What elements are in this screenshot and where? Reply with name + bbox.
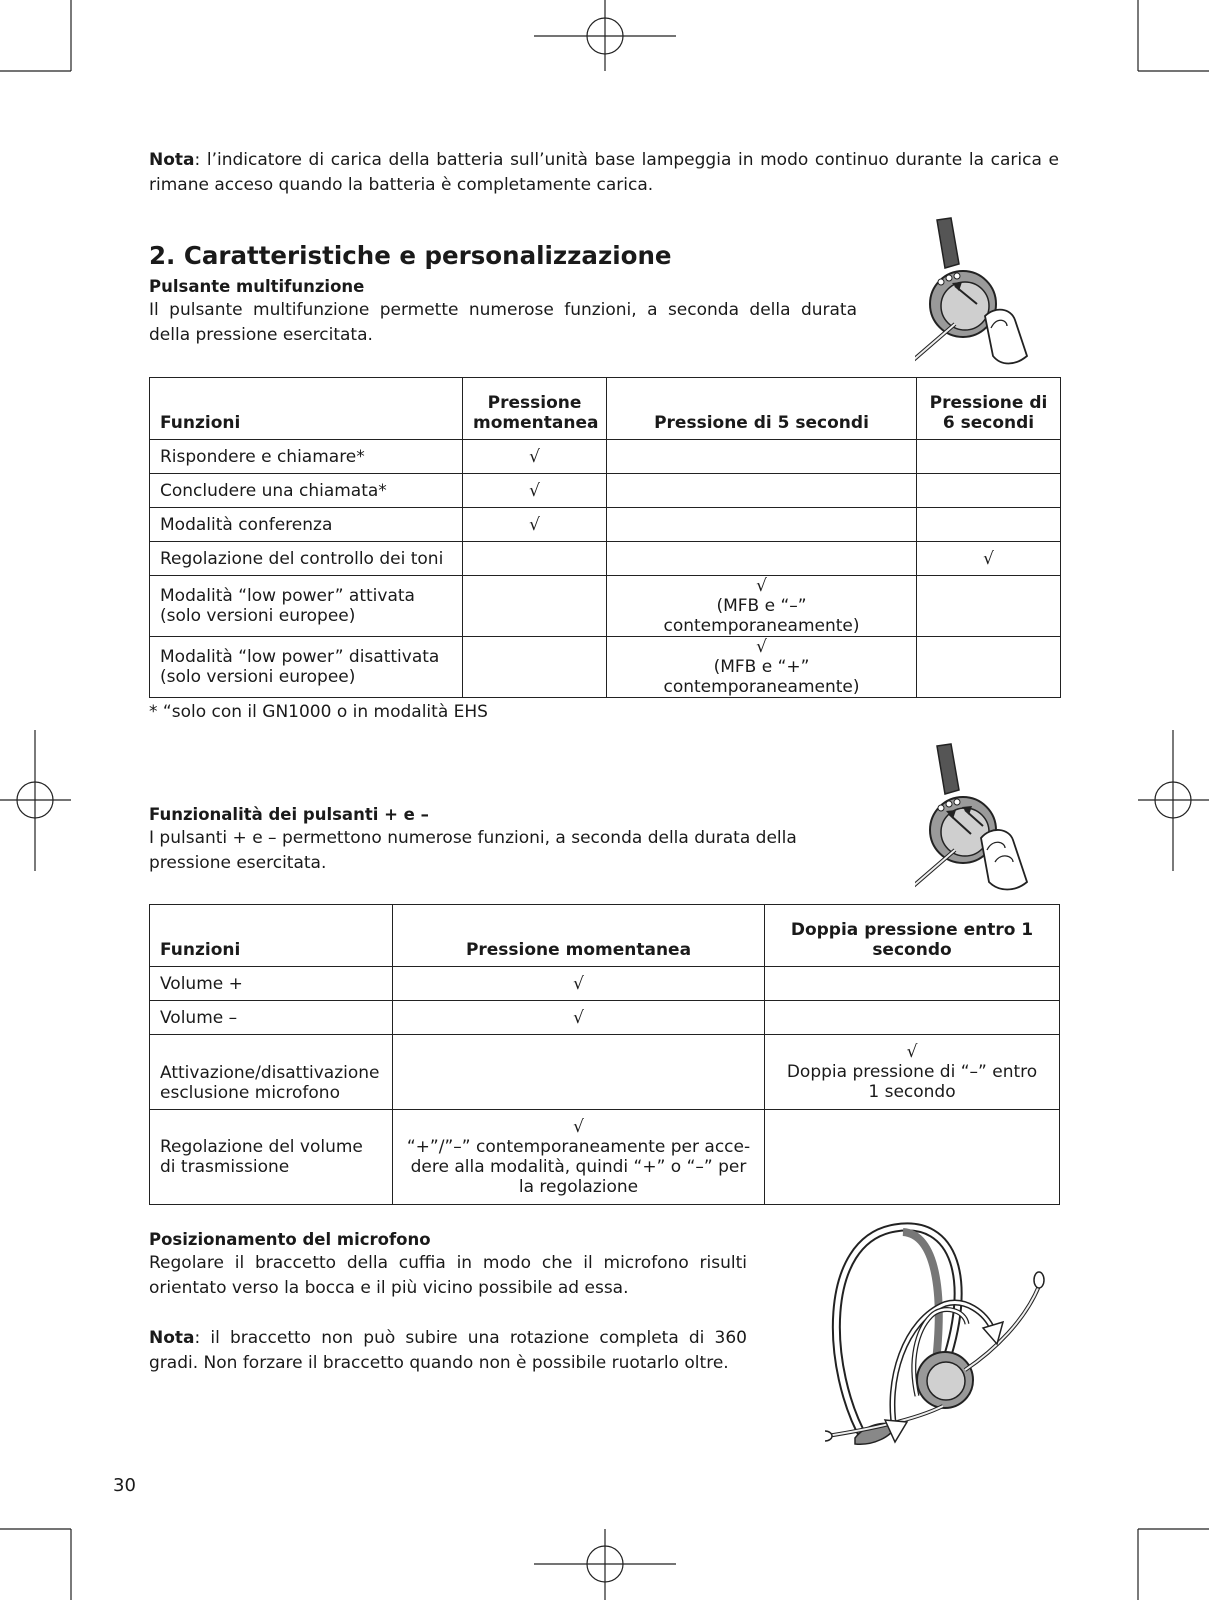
cell-note: (MFB e “–” contemporaneamente) (663, 596, 860, 636)
table2-cell-double (765, 1035, 1060, 1110)
check-mark: √ (573, 1117, 584, 1137)
table1-cell-5s (607, 508, 917, 542)
plus-minus-heading: Funzionalità dei pulsanti + e – (149, 805, 429, 824)
note-text: : il braccetto non può subire una rotazione completa di 360 gradi. Non forzare il braccetto quando non è possibile ruotarlo oltre. (149, 1328, 747, 1373)
table2-header-functions: Funzioni (150, 905, 393, 967)
table2-cell-momentary (393, 1110, 765, 1205)
table2-header-double: Doppia pressione entro 1 secondo (765, 905, 1060, 967)
table-row (150, 440, 1061, 474)
cell-note: “+”/”–” contemporaneamente per acce- (406, 1137, 751, 1157)
table1-cell-momentary: √ (463, 474, 607, 508)
section-title: 2. Caratteristiche e personalizzazione (149, 241, 672, 270)
plus-minus-description: I pulsanti + e – permettono numerose funzioni, a seconda della durata della pressione esercitata. (149, 828, 797, 873)
table2-cell-momentary: √ (393, 967, 765, 1001)
table2-cell-double (765, 1001, 1060, 1035)
table-row (150, 1110, 1060, 1205)
function-line: (solo versioni europee) (160, 667, 356, 687)
table1-cell-momentary: √ (463, 508, 607, 542)
table1-function: Regolazione del controllo dei toni (150, 542, 463, 576)
table1-cell-5s (607, 474, 917, 508)
table2-function: Volume – (150, 1001, 393, 1035)
mfb-heading: Pulsante multifunzione (149, 277, 365, 296)
table1-cell-6s: √ (917, 542, 1061, 576)
table-row (150, 1001, 1060, 1035)
table1-function: Rispondere e chiamare* (150, 440, 463, 474)
table-row (150, 542, 1061, 576)
note-label: Nota (149, 150, 195, 170)
note-text: : l’indicatore di carica della batteria sull’unità base lampeggia in modo continuo durante la carica e rimane acceso quando la batteria è completamente carica. (149, 150, 1059, 195)
function-line: Modalità “low power” disattivata (160, 647, 440, 667)
page-number: 30 (113, 1475, 136, 1496)
table2-header-momentary: Pressione momentanea (393, 905, 765, 967)
function-line: Modalità “low power” attivata (160, 586, 415, 606)
table1-cell-6s (917, 576, 1061, 637)
function-line: (solo versioni europee) (160, 606, 356, 626)
mic-heading: Posizionamento del microfono (149, 1230, 431, 1249)
table1-cell-5s (607, 637, 917, 698)
table-row (150, 508, 1061, 542)
table-row (150, 967, 1060, 1001)
table1-header-momentary: Pressione momentanea (463, 378, 607, 440)
check-mark: √ (756, 637, 767, 657)
table1-cell-momentary (463, 637, 607, 698)
mic-note (149, 1326, 747, 1376)
mfb-description: Il pulsante multifunzione permette numerose funzioni, a seconda della durata della pressione esercitata. (149, 300, 857, 345)
table2-cell-momentary: √ (393, 1001, 765, 1035)
table1-cell-momentary (463, 542, 607, 576)
mic-description: Regolare il braccetto della cuffia in modo che il microfono risulti orientato verso la bocca e il più vicino possibile ad essa. (149, 1253, 747, 1298)
table2-function: Regolazione del volume di trasmissione (150, 1110, 393, 1205)
cell-note: Doppia pressione di “–” entro (786, 1062, 1038, 1082)
table2-function: Volume + (150, 967, 393, 1001)
table1-header-functions: Funzioni (150, 378, 463, 440)
table1-cell-5s (607, 440, 917, 474)
note-label: Nota (149, 1328, 195, 1348)
table1-function (150, 637, 463, 698)
cell-note: la regolazione (518, 1177, 639, 1197)
table1-cell-6s (917, 440, 1061, 474)
volume-functions-table (149, 904, 1060, 1205)
table-row (150, 576, 1061, 637)
table1-header-5s: Pressione di 5 secondi (607, 378, 917, 440)
table2-cell-momentary (393, 1035, 765, 1110)
table1-function: Concludere una chiamata* (150, 474, 463, 508)
table1-function (150, 576, 463, 637)
check-mark: √ (756, 576, 767, 596)
headset-mfb-illustration (915, 216, 1045, 368)
cell-note: 1 secondo (868, 1082, 956, 1102)
table1-cell-6s (917, 637, 1061, 698)
table1-header-6s: Pressione di 6 secondi (917, 378, 1061, 440)
table2-function: Attivazione/disattivazione esclusione microfono (150, 1035, 393, 1110)
table-row (150, 637, 1061, 698)
headset-boom-illustration (825, 1220, 1065, 1460)
mfb-functions-table (149, 377, 1061, 698)
table1-cell-momentary (463, 576, 607, 637)
table-row (150, 474, 1061, 508)
table1-cell-5s (607, 542, 917, 576)
table-row (150, 1035, 1060, 1110)
footnote: * “solo con il GN1000 o in modalità EHS (149, 702, 488, 722)
cell-note: (MFB e “+” contemporaneamente) (663, 657, 860, 697)
table1-function: Modalità conferenza (150, 508, 463, 542)
table1-cell-6s (917, 508, 1061, 542)
check-mark: √ (906, 1042, 918, 1062)
table1-cell-5s (607, 576, 917, 637)
headset-volume-buttons-illustration (915, 742, 1045, 894)
cell-note: dere alla modalità, quindi “+” o “–” per (410, 1157, 747, 1177)
table2-cell-double (765, 967, 1060, 1001)
table1-cell-6s (917, 474, 1061, 508)
battery-note (149, 148, 1059, 198)
table2-cell-double (765, 1110, 1060, 1205)
table1-cell-momentary: √ (463, 440, 607, 474)
